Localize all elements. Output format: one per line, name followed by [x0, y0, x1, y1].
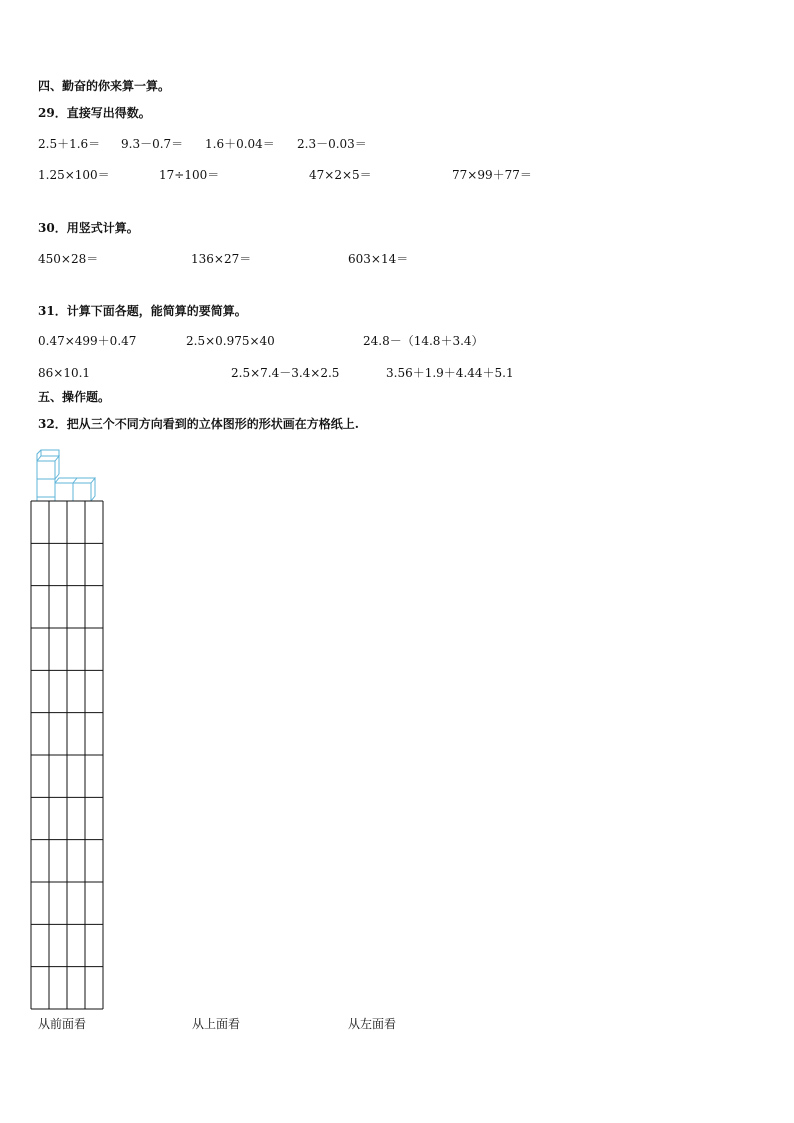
cube-face — [37, 479, 55, 497]
expression: 9.3－0.7＝ — [121, 137, 184, 151]
question-32-title: 32．把从三个不同方向看到的立体图形的形状画在方格纸上. — [38, 417, 359, 431]
expression: 136×27＝ — [191, 252, 252, 266]
question-31-title: 31．计算下面各题，能简算的要简算。 — [38, 304, 247, 318]
expression: 47×2×5＝ — [309, 168, 372, 182]
view-label-top: 从上面看 — [192, 1017, 241, 1031]
cube-edge — [37, 450, 41, 461]
expression: 2.5×7.4－3.4×2.5 — [231, 366, 340, 380]
cube-face — [55, 483, 73, 501]
grid-paper — [30, 500, 104, 1010]
question-29-title: 29．直接写出得数。 — [38, 106, 151, 120]
expression: 450×28＝ — [38, 252, 99, 266]
expression: 2.5＋1.6＝ — [38, 137, 101, 151]
cube-edge — [41, 450, 59, 456]
expression: 86×10.1 — [38, 366, 91, 380]
expression: 24.8－（14.8＋3.4） — [363, 334, 484, 348]
expression: 603×14＝ — [348, 252, 409, 266]
cube-edge — [73, 478, 77, 483]
view-label-front: 从前面看 — [38, 1017, 87, 1031]
expression: 17÷100＝ — [159, 168, 220, 182]
section-title-5: 五、操作题。 — [38, 390, 111, 404]
expression: 77×99＋77＝ — [452, 168, 532, 182]
expression: 2.5×0.975×40 — [186, 334, 275, 348]
expression: 3.56＋1.9＋4.44＋5.1 — [386, 366, 514, 380]
solid-figure-drawing — [36, 446, 98, 502]
cube-edge — [37, 456, 59, 461]
expression: 1.6＋0.04＝ — [205, 137, 275, 151]
question-30-title: 30．用竖式计算。 — [38, 221, 139, 235]
cube-face — [37, 461, 55, 479]
cube-face — [73, 483, 91, 501]
expression: 2.3－0.03＝ — [297, 137, 367, 151]
expression: 0.47×499＋0.47 — [38, 334, 137, 348]
section-title-4: 四、勤奋的你来算一算。 — [38, 79, 171, 93]
view-label-left: 从左面看 — [348, 1017, 397, 1031]
expression: 1.25×100＝ — [38, 168, 110, 182]
